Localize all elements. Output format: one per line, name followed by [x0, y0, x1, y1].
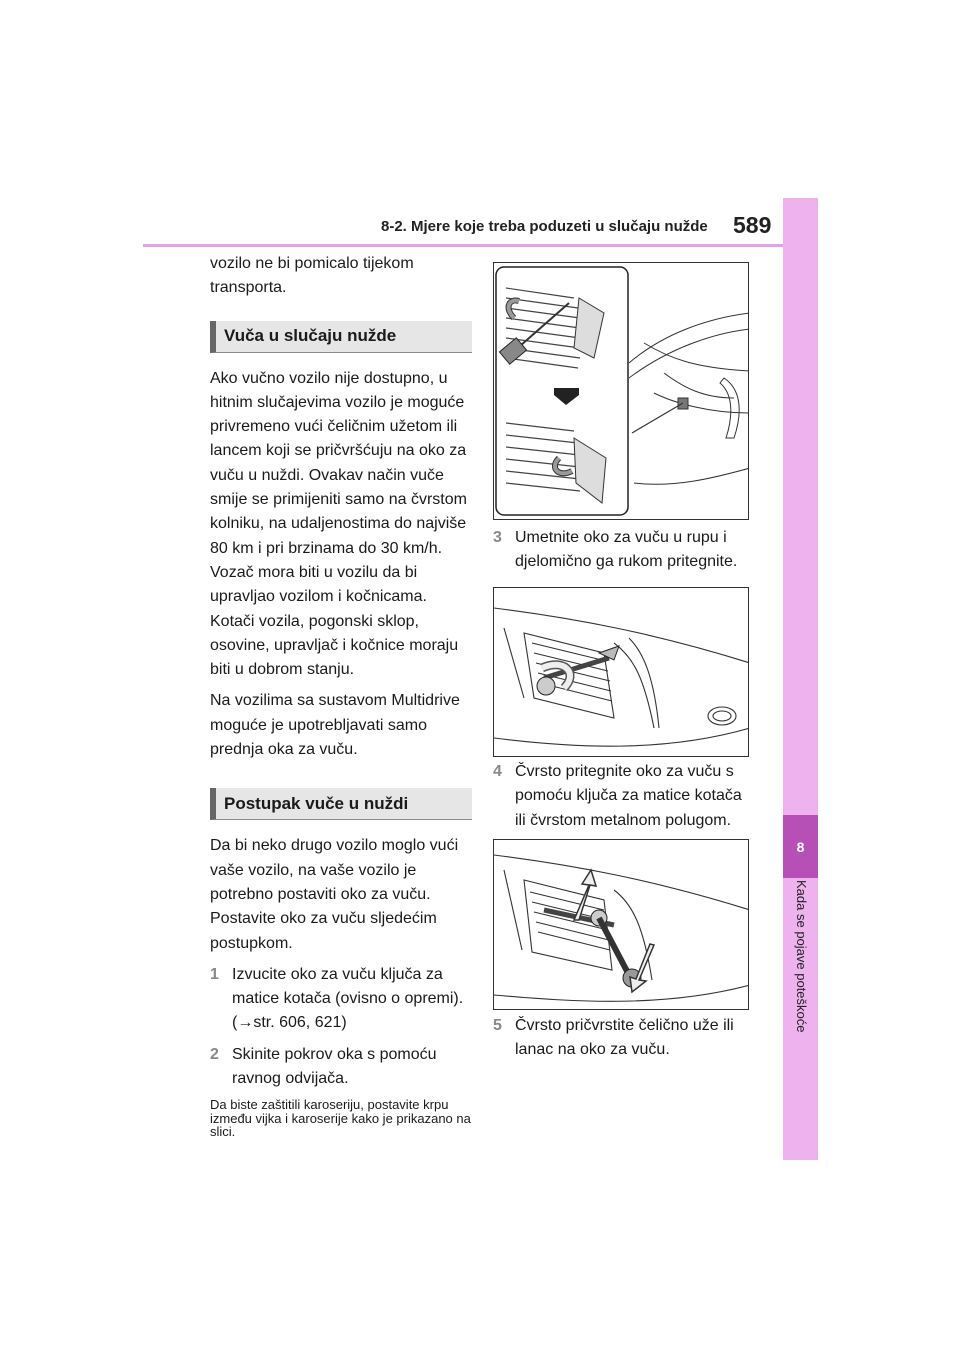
chapter-number-tab: 8 — [783, 815, 818, 878]
header-rule — [143, 244, 783, 247]
note-text: Da biste zaštitili karoseriju, postavite krpu između vijka i karoserije kako je prikazano na slici. — [210, 1097, 471, 1140]
step-text: Umetnite oko za vuču u rupu i djelomično ga rukom pritegnite. — [515, 529, 738, 571]
chapter-title-vertical: Kada se pojave poteškoće — [794, 880, 809, 1033]
step-number: 3 — [493, 529, 502, 546]
figure-remove-cover — [493, 262, 749, 520]
multidrive-paragraph: Na vozilima sa sustavom Multidrive moguće je upotrebljavati samo prednja oka za vuču. — [210, 692, 460, 759]
section-heading-procedure — [210, 788, 472, 820]
section-heading-emergency-towing — [210, 321, 472, 353]
step-3 — [493, 526, 755, 582]
step-number: 5 — [493, 1017, 502, 1034]
left-column — [210, 252, 472, 1139]
step-text: Skinite pokrov oka s pomoću ravnog odvijača. — [232, 1045, 437, 1088]
figure-insert-towing-eye-illustration — [494, 588, 749, 757]
step-text: Čvrsto pritegnite oko za vuču s pomoću ključa za matice kotača ili čvrstom metalnom polugom. — [515, 763, 742, 829]
figure-tighten-towing-eye-illustration — [494, 840, 749, 1010]
figure-insert-towing-eye — [493, 587, 749, 757]
step-5 — [493, 1014, 755, 1070]
emergency-towing-paragraph: Ako vučno vozilo nije dostupno, u hitnim slučajevima vozilo je moguće privremeno vući čeličnim užetom ili lancem koji se pričvršćuju na oko za vuču u nuždi. Ovakav način vuče smije se primijeniti samo na čvrstom kolniku, na udaljenostima do najviše 80 km i pri brzinama do 30 km/h. Vozač mora biti u vozilu da bi upravljao vozilom i kočnicama. Kotači vozila, pogonski sklop, osovine, upravljač i kočnice moraju biti u dobrom stanju. — [210, 369, 467, 679]
section-heading-text: Postupak vuče u nuždi — [224, 793, 409, 813]
step-text: Čvrsto pričvrstite čelično uže ili lanac na oko za vuču. — [515, 1017, 734, 1059]
step-text: Izvucite oko za vuču ključa za matice kotača (ovisno o opremi). (→str. 606, 621) — [232, 965, 464, 1032]
step-4 — [493, 760, 755, 840]
section-heading-text: Vuča u slučaju nužde — [224, 326, 397, 346]
step-number: 2 — [210, 1045, 219, 1063]
step-1 — [210, 963, 472, 1036]
step-number: 4 — [493, 763, 502, 780]
intro-paragraph: vozilo ne bi pomicalo tijekom transporta. — [210, 255, 414, 297]
figure-remove-cover-illustration — [494, 263, 749, 520]
procedure-paragraph: Da bi neko drugo vozilo moglo vući vaše vozilo, na vaše vozilo je potrebno postaviti oko za vuču. Postavite oko za vuču sljedećim postupkom. — [210, 837, 459, 952]
section-header-title: 8-2. Mjere koje treba poduzeti u slučaju nužde — [381, 218, 708, 235]
page-number: 589 — [733, 212, 772, 238]
step-number: 1 — [210, 965, 219, 983]
step-2 — [210, 1043, 472, 1092]
figure-tighten-towing-eye — [493, 839, 749, 1010]
